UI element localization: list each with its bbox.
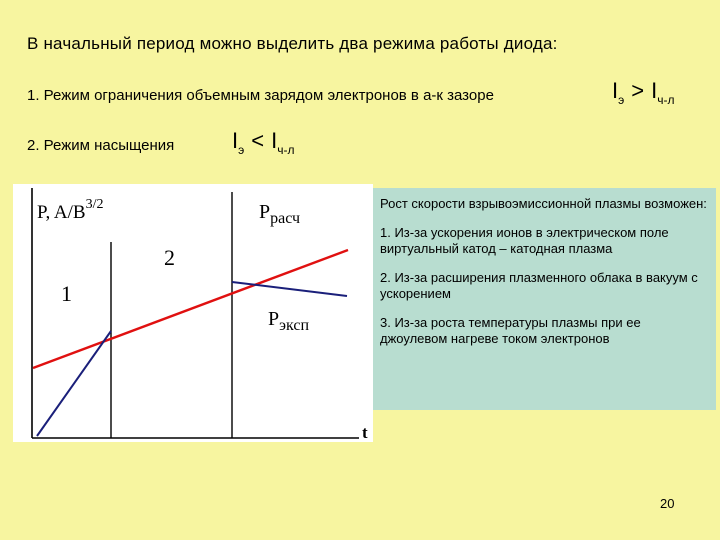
- relation-left-sub: э: [618, 93, 625, 107]
- calc-curve-label: $P_{расч}$: [259, 201, 301, 227]
- info-item-1: 1. Из-за ускорения ионов в электрическом поле виртуальный катод – катодная плазма: [380, 225, 669, 256]
- info-intro: Рост скорости взрывоэмиссионной плазмы возможен:: [380, 196, 707, 211]
- relation-right: I: [271, 128, 278, 153]
- relation-left-sub: э: [238, 143, 245, 157]
- calc-curve: [33, 250, 348, 368]
- relation-left: I: [612, 78, 619, 103]
- diode-diagram: [13, 184, 373, 442]
- relation-operator: >: [631, 78, 645, 103]
- relation-right: I: [651, 78, 658, 103]
- mode-2-relation: [232, 128, 294, 157]
- x-axis-label: t: [362, 423, 368, 442]
- relation-right-sub: ч-л: [277, 143, 295, 157]
- relation-right-sub: ч-л: [657, 93, 675, 107]
- mode-2-label: 2. Режим насыщения: [27, 137, 175, 154]
- mode-1-relation: [612, 78, 674, 107]
- diagram-svg: [13, 184, 373, 442]
- exp-curve-end: [232, 282, 347, 296]
- info-item-3: 3. Из-за роста температуры плазмы при ее джоулевом нагреве током электронов: [380, 315, 641, 346]
- slide-title: В начальный период можно выделить два режима работы диода:: [27, 34, 558, 53]
- region-1-label: 1: [61, 281, 72, 306]
- slide-number: 20: [660, 496, 675, 511]
- info-box: [373, 188, 716, 410]
- y-axis-label: P, $A/B^{3/2}$: [37, 197, 104, 223]
- mode-1-label: 1. Режим ограничения объемным зарядом электронов в а-к зазоре: [27, 87, 494, 104]
- region-2-label: 2: [164, 245, 175, 270]
- exp-curve-label: $P_{эксп}$: [268, 308, 310, 334]
- exp-curve-start: [37, 331, 111, 436]
- relation-operator: <: [251, 128, 265, 153]
- relation-left: I: [232, 128, 239, 153]
- info-item-2: 2. Из-за расширения плазменного облака в вакуум с ускорением: [380, 270, 698, 301]
